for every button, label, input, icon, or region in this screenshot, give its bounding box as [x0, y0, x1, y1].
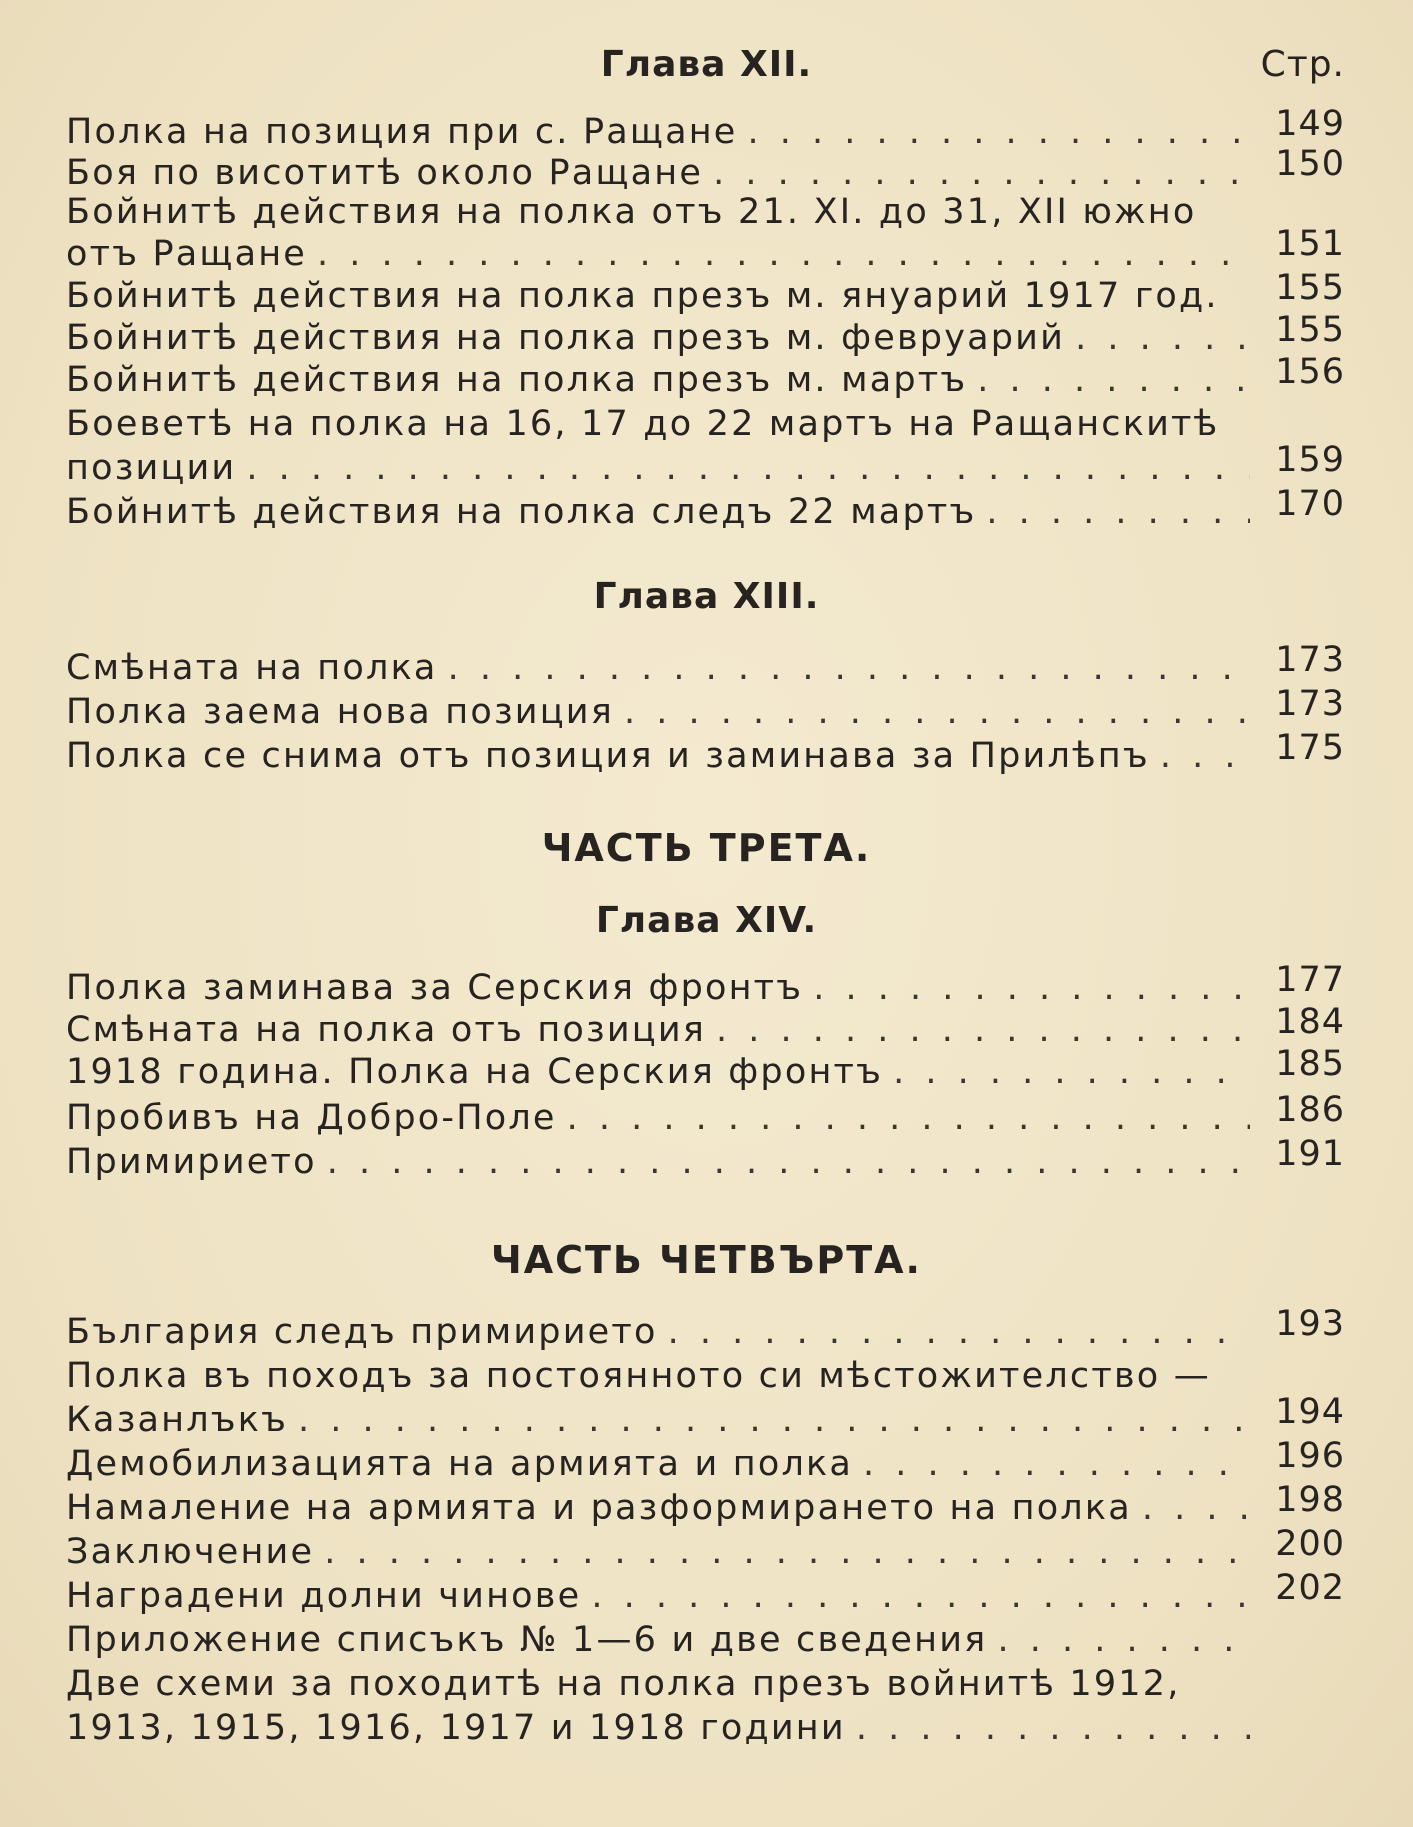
toc-entry: [66, 648, 1256, 692]
dot-leader: [327, 1142, 1250, 1182]
toc-entry-title: Боя по висотитѣ около Ращане: [66, 153, 704, 193]
toc-entry-title: Демобилизацията на армията и полка: [66, 1444, 854, 1484]
toc-entry: [66, 1312, 1256, 1356]
toc-entry-line-2: [66, 1708, 1256, 1752]
toc-entry-title: Бойнитѣ действия на полка следъ 22 мартъ: [66, 492, 977, 532]
dot-leader: [1075, 318, 1250, 358]
toc-entry: [66, 360, 1256, 404]
toc-entry: [66, 1444, 1256, 1488]
toc-entry-title: Полка заминава за Серския фронтъ: [66, 968, 804, 1008]
dot-leader: [591, 1576, 1250, 1616]
dot-leader: [893, 1052, 1250, 1092]
toc-entry-title: Бойнитѣ действия на полка презъ м. мартъ: [66, 360, 968, 400]
toc-entry-page: 173: [1275, 684, 1345, 724]
toc-entry-page: 177: [1275, 960, 1345, 1000]
toc-entry-title: Пробивъ на Добро-Поле: [66, 1098, 557, 1138]
toc-entry-title-continued: 1913, 1915, 1916, 1917 и 1918 години: [66, 1708, 846, 1748]
toc-entry-title: Бойнитѣ действия на полка отъ 21. XI. до 31, XII южно: [66, 192, 1197, 232]
toc-entry-line-1: [66, 404, 1256, 448]
toc-entry-page: 193: [1275, 1304, 1345, 1344]
chapter-14-heading: Глава XIV.: [595, 900, 818, 941]
dot-leader: [713, 153, 1250, 193]
toc-entry-title: Полка се снима отъ позиция и заминава за Прилѣпъ: [66, 736, 1150, 776]
toc-entry-line-2: [66, 234, 1256, 278]
toc-entry: [66, 112, 1256, 156]
toc-entry-title: Полка на позиция при с. Ращане: [66, 112, 738, 152]
chapter-12-heading: Глава XII.: [600, 44, 813, 85]
toc-entry: [66, 492, 1256, 536]
toc-entry-page: 194: [1275, 1392, 1345, 1432]
toc-entry-title-continued: Казанлъкъ: [66, 1400, 289, 1440]
toc-entry: [66, 153, 1256, 197]
toc-entry-title: Смѣната на полка: [66, 648, 438, 688]
part-4-heading: ЧАСТЬ ЧЕТВЪРТА.: [491, 1238, 922, 1282]
toc-entry: [66, 1142, 1256, 1186]
dot-leader: [448, 648, 1250, 688]
toc-entry-page: 151: [1275, 224, 1345, 264]
toc-entry: [66, 318, 1256, 362]
toc-entry-title: Наградени долни чинове: [66, 1576, 582, 1616]
toc-entry-line-2: [66, 1400, 1256, 1444]
toc-entry-page: 198: [1275, 1480, 1345, 1520]
toc-entry: [66, 1098, 1256, 1142]
dot-leader: [246, 448, 1250, 488]
toc-entry-page: 150: [1275, 144, 1345, 184]
toc-entry-title: Смѣната на полка отъ позиция: [66, 1010, 707, 1050]
dot-leader: [324, 1532, 1250, 1572]
toc-entry-title: Полка въ походъ за постоянното си мѣстожителство —: [66, 1356, 1211, 1396]
toc-entry-title-continued: отъ Ращане: [66, 234, 308, 274]
dot-leader: [997, 1620, 1250, 1660]
dot-leader: [748, 112, 1250, 152]
chapter-13-heading: Глава XIII.: [593, 576, 820, 617]
toc-entry-title-continued: позиции: [66, 448, 237, 488]
toc-entry-page: 155: [1275, 268, 1345, 308]
toc-entry-title: Намаление на армията и разформирането на полка: [66, 1488, 1132, 1528]
dot-leader: [1160, 736, 1250, 776]
toc-entry: [66, 276, 1256, 320]
toc-entry-page: 184: [1275, 1002, 1345, 1042]
toc-entry-title: България следъ примирието: [66, 1312, 658, 1352]
dot-leader: [813, 968, 1250, 1008]
toc-entry-title: Примирието: [66, 1142, 317, 1182]
toc-entry-line-2: [66, 448, 1256, 492]
part-3-heading: ЧАСТЬ ТРЕТА.: [541, 826, 872, 870]
toc-entry-title: Бойнитѣ действия на полка презъ м. януарий 1917 год.: [66, 276, 1219, 316]
dot-leader: [716, 1010, 1250, 1050]
dot-leader: [624, 692, 1250, 732]
toc-entry: [66, 968, 1256, 1012]
toc-entry-page: 149: [1275, 104, 1345, 144]
dot-leader: [863, 1444, 1250, 1484]
toc-entry-page: 156: [1275, 352, 1345, 392]
dot-leader: [298, 1400, 1250, 1440]
toc-entry-page: 185: [1275, 1044, 1345, 1084]
toc-entry-title: 1918 година. Полка на Серския фронтъ: [66, 1052, 884, 1092]
toc-entry-title: Боеветѣ на полка на 16, 17 до 22 мартъ на Ращанскитѣ: [66, 404, 1220, 444]
toc-entry: [66, 1052, 1256, 1096]
toc-entry-page: 159: [1275, 440, 1345, 480]
dot-leader: [977, 360, 1250, 400]
toc-entry-page: 170: [1275, 484, 1345, 524]
toc-entry: [66, 1532, 1256, 1576]
dot-leader: [668, 1312, 1250, 1352]
toc-entry-page: 155: [1275, 310, 1345, 350]
dot-leader: [317, 234, 1250, 274]
toc-entry-page: 186: [1275, 1090, 1345, 1130]
toc-entry-title: Приложение списъкъ № 1—6 и две сведения: [66, 1620, 988, 1660]
toc-entry-page: 191: [1275, 1134, 1345, 1174]
toc-entry: [66, 1488, 1256, 1532]
toc-entry: [66, 1576, 1256, 1620]
toc-entry-title: Полка заема нова позиция: [66, 692, 614, 732]
toc-entry-page: 202: [1275, 1568, 1345, 1608]
toc-entry-title: Бойнитѣ действия на полка презъ м. февруарий: [66, 318, 1066, 358]
toc-entry: [66, 736, 1256, 780]
toc-entry-line-1: [66, 1664, 1256, 1708]
toc-entry-page: 173: [1275, 640, 1345, 680]
toc-entry: [66, 1620, 1256, 1664]
toc-entry-page: 196: [1275, 1436, 1345, 1476]
toc-entry: [66, 692, 1256, 736]
dot-leader: [986, 492, 1250, 532]
toc-entry-page: 175: [1275, 728, 1345, 768]
toc-entry-page: 200: [1275, 1524, 1345, 1564]
toc-entry-title: Две схеми за походитѣ на полка презъ войнитѣ 1912,: [66, 1664, 1181, 1704]
toc-entry-line-1: [66, 192, 1256, 236]
toc-entry-line-1: [66, 1356, 1256, 1400]
dot-leader: [856, 1708, 1250, 1748]
dot-leader: [567, 1098, 1250, 1138]
toc-entry: [66, 1010, 1256, 1054]
page-column-label: Стр.: [1260, 44, 1345, 85]
dot-leader: [1142, 1488, 1250, 1528]
toc-entry-title: Заключение: [66, 1532, 315, 1572]
